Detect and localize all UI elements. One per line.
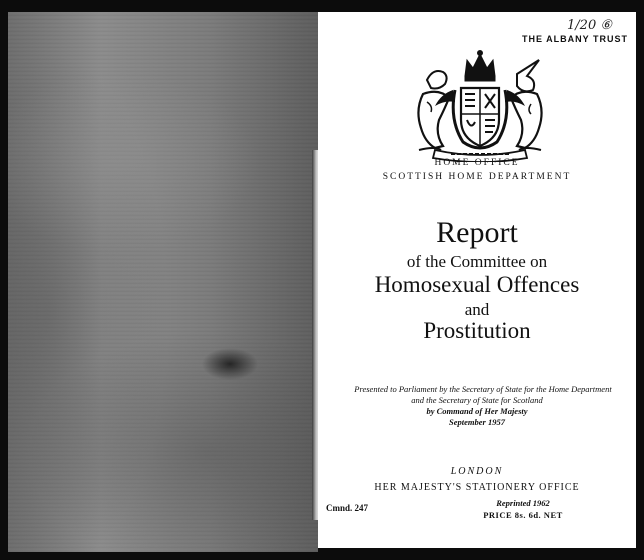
document-title: Report xyxy=(436,216,518,249)
presented-line-2: and the Secretary of State for Scotland xyxy=(411,395,543,405)
subtitle-line-1: of the Committee on xyxy=(406,252,548,271)
publisher-city: LONDON xyxy=(450,466,504,477)
royal-coat-of-arms-icon xyxy=(405,50,555,162)
presented-line-3: by Command of Her Majesty xyxy=(426,406,528,416)
reprint-note: Reprinted 1962 xyxy=(496,498,550,508)
title-page xyxy=(318,12,636,548)
subtitle-line-4: Prostitution xyxy=(423,318,531,343)
subtitle-line-2: Homosexual Offences xyxy=(374,272,580,297)
price-label: PRICE 8s. 6d. NET xyxy=(483,510,563,520)
handwritten-note: 1/20 ⑥ xyxy=(567,18,612,33)
presented-line-1: Presented to Parliament by the Secretary of State for the Home Department xyxy=(354,384,612,394)
subtitle-line-3: and xyxy=(464,300,490,319)
library-stamp: THE ALBANY TRUST xyxy=(522,34,628,44)
dept-line-1: HOME OFFICE xyxy=(434,158,520,168)
command-number: Cmnd. 247 xyxy=(326,503,369,513)
publisher-name: HER MAJESTY'S STATIONERY OFFICE xyxy=(374,482,580,493)
dept-line-2: SCOTTISH HOME DEPARTMENT xyxy=(382,172,572,182)
presented-line-4: September 1957 xyxy=(449,417,505,427)
book-cover xyxy=(8,12,318,552)
